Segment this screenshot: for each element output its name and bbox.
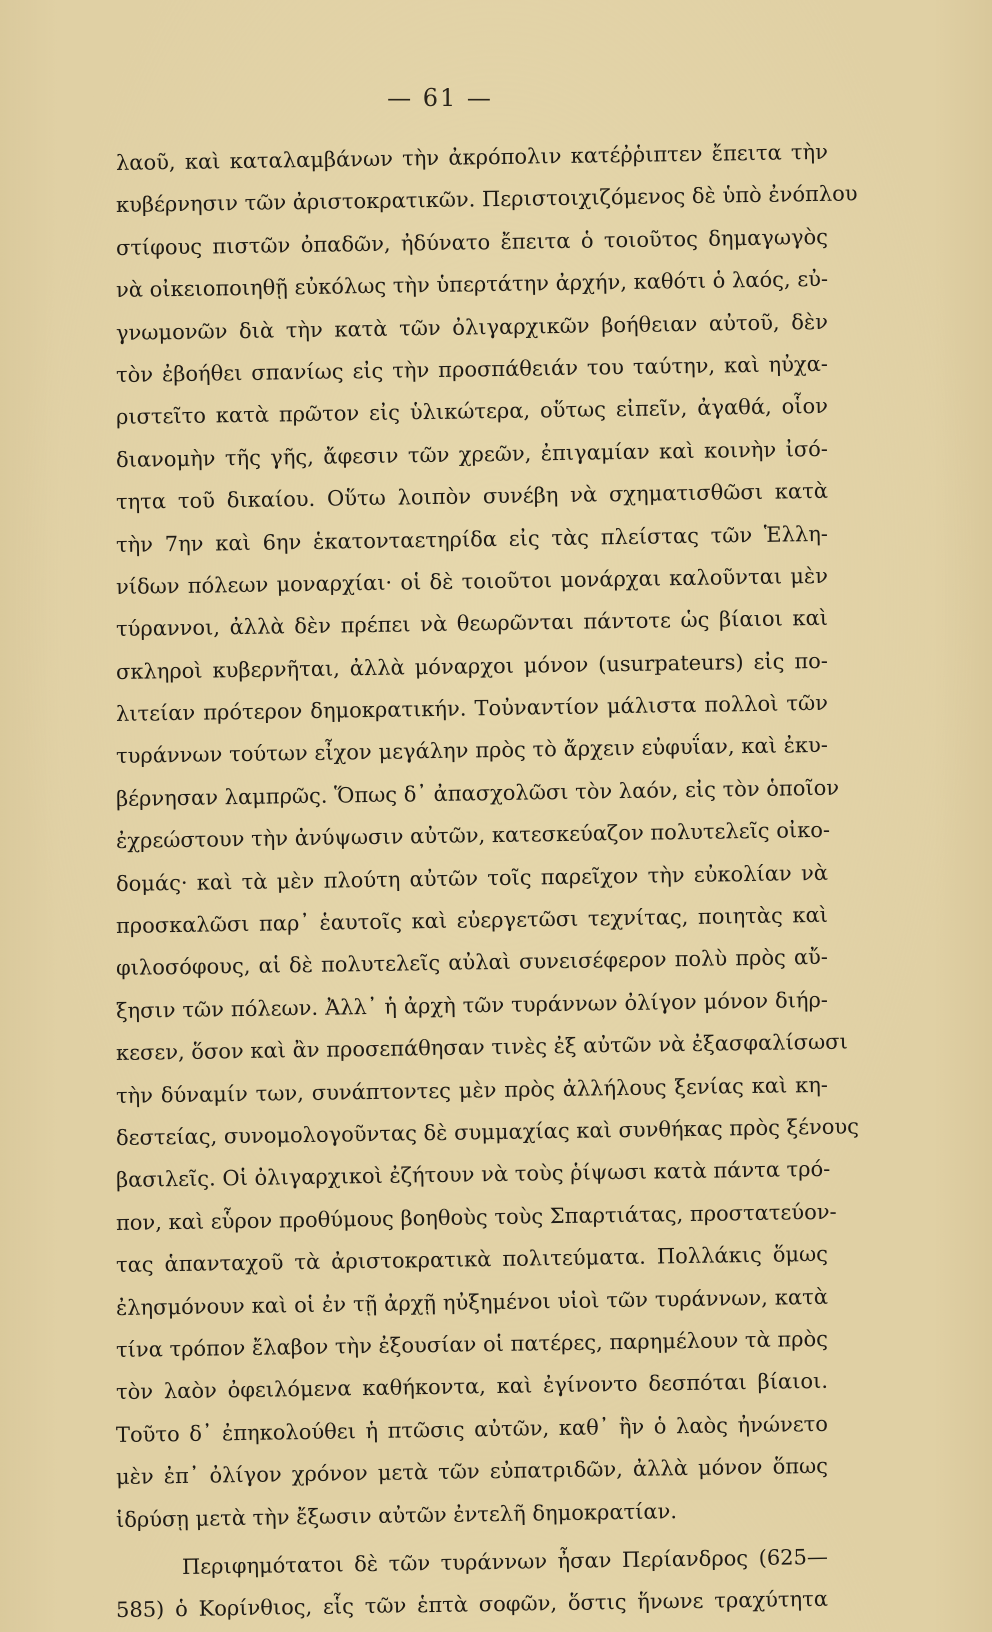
text-line: ἐλησμόνουν καὶ οἱ ἐν τῇ ἀρχῇ ηὐξημένοι υἱοὶ τῶν τυράννων, κατὰ: [115, 1284, 829, 1320]
text-line: Τοῦτο δ᾽ ἐπηκολούθει ἡ πτῶσις αὐτῶν, καθ᾽ ἣν ὁ λαὸς ἠνώνετο: [115, 1411, 829, 1447]
page-number: — 61 —: [387, 84, 493, 112]
text-line: τυράννων τούτων εἶχον μεγάλην πρὸς τὸ ἄρχειν εὐφυΐαν, καὶ ἐκυ-: [115, 733, 829, 769]
text-line: πον, καὶ εὗρον προθύμους βοηθοὺς τοὺς Σπαρτιάτας, προστατεύον-: [115, 1199, 837, 1235]
text-line: τύραννοι, ἀλλὰ δὲν πρέπει νὰ θεωρῶνται πάντοτε ὡς βίαιοι καὶ: [115, 606, 829, 642]
text-line: διανομὴν τῆς γῆς, ἄφεσιν τῶν χρεῶν, ἐπιγαμίαν καὶ κοινὴν ἰσό-: [115, 436, 829, 472]
text-line: σκληροὶ κυβερνῆται, ἀλλὰ μόναρχοι μόνον (usurpateurs) εἰς πο-: [115, 648, 829, 684]
text-line: τίνα τρόπον ἔλαβον τὴν ἐξουσίαν οἱ πατέρες, παρημέλουν τὰ πρὸς: [115, 1326, 829, 1362]
text-line: κεσεν, ὅσον καὶ ἂν προσεπάθησαν τινὲς ἐξ αὐτῶν νὰ ἐξασφαλίσωσι: [115, 1029, 848, 1066]
text-line: κυβέρνησιν τῶν ἀριστοκρατικῶν. Περιστοιχιζόμενος δὲ ὑπὸ ἐνόπλου: [115, 181, 858, 218]
text-line: τὴν 7ην καὶ 6ην ἑκατονταετηρίδα εἰς τὰς πλείστας τῶν Ἑλλη-: [115, 521, 829, 557]
text-line: μὲν ἐπ᾽ ὀλίγον χρόνον μετὰ τῶν εὐπατριδῶν, ἀλλὰ μόνον ὅπως: [115, 1453, 829, 1490]
text-line: τὴν δύναμίν των, συνάπτοντες μὲν πρὸς ἀλλήλους ξενίας καὶ κη-: [115, 1072, 829, 1108]
text-line: τὸν λαὸν ὀφειλόμενα καθήκοντα, καὶ ἐγίνοντο δεσπόται βίαιοι.: [115, 1369, 829, 1405]
paragraph-1: [115, 139, 860, 1541]
text-line: λιτείαν πρότερον δημοκρατικήν. Τοὐναντίον μάλιστα πολλοὶ τῶν: [115, 690, 829, 727]
text-line: νὰ οἰκειοποιηθῇ εὐκόλως τὴν ὑπερτάτην ἀρχήν, καθότι ὁ λαός, εὐ-: [115, 266, 829, 303]
text-line: δεστείας, συνομολογοῦντας δὲ συμμαχίας καὶ συνθήκας πρὸς ξένους: [115, 1114, 860, 1150]
text-line: βέρνησαν λαμπρῶς. Ὅπως δ᾽ ἀπασχολῶσι τὸν λαόν, εἰς τὸν ὁποῖον: [115, 775, 840, 811]
text-line: δομάς· καὶ τὰ μὲν πλούτη αὐτῶν τοῖς παρεῖχον τὴν εὐκολίαν νὰ: [115, 860, 829, 896]
text-line: 585) ὁ Κορίνθιος, εἷς τῶν ἑπτὰ σοφῶν, ὅστις ἥνωνε τραχύτητα: [115, 1587, 829, 1623]
text-line: φιλοσόφους, αἱ δὲ πολυτελεῖς αὐλαὶ συνεισέφερον πολὺ πρὸς αὔ-: [115, 945, 829, 981]
paragraph-2: [115, 1544, 829, 1632]
text-line: τὸν ἐβοήθει σπανίως εἰς τὴν προσπάθειάν του ταύτην, καὶ ηὐχα-: [115, 351, 829, 387]
text-line: προσκαλῶσι παρ᾽ ἑαυτοῖς καὶ εὐεργετῶσι τεχνίτας, ποιητὰς καὶ: [115, 902, 829, 939]
text-line: τας ἁπανταχοῦ τὰ ἀριστοκρατικὰ πολιτεύματα. Πολλάκις ὅμως: [115, 1241, 829, 1278]
text-line: Περιφημότατοι δὲ τῶν τυράννων ἦσαν Περίανδρος (625—: [181, 1544, 829, 1579]
text-line: ἱδρύσῃ μετὰ τὴν ἔξωσιν αὐτῶν ἐντελῆ δημοκρατίαν.: [115, 1498, 678, 1532]
text-line: βασιλεῖς. Οἱ ὀλιγαρχικοὶ ἐζήτουν νὰ τοὺς ῥίψωσι κατὰ πάντα τρό-: [115, 1157, 831, 1193]
text-line: στίφους πιστῶν ὀπαδῶν, ἠδύνατο ἔπειτα ὁ τοιοῦτος δημαγωγὸς: [115, 224, 829, 260]
text-line: τητα τοῦ δικαίου. Οὕτω λοιπὸν συνέβη νὰ σχηματισθῶσι κατὰ: [115, 478, 829, 515]
text-line: νίδων πόλεων μοναρχίαι· οἱ δὲ τοιοῦτοι μονάρχαι καλοῦνται μὲν: [115, 563, 829, 599]
text-line: ριστεῖτο κατὰ πρῶτον εἰς ὑλικώτερα, οὕτως εἰπεῖν, ἀγαθά, οἷον: [115, 394, 829, 430]
text-line: γνωμονῶν διὰ τὴν κατὰ τῶν ὀλιγαρχικῶν βοήθειαν αὐτοῦ, δὲν: [115, 309, 829, 345]
body-text: [115, 139, 860, 1632]
text-line: λαοῦ, καὶ καταλαμβάνων τὴν ἀκρόπολιν κατέῤῥιπτεν ἔπειτα τὴν: [115, 139, 829, 175]
text-line: ξησιν τῶν πόλεων. Ἀλλ᾽ ἡ ἀρχὴ τῶν τυράννων ὀλίγον μόνον διήρ-: [115, 987, 829, 1023]
text-line: ἐχρεώστουν τὴν ἀνύψωσιν αὐτῶν, κατεσκεύαζον πολυτελεῖς οἰκο-: [115, 818, 831, 854]
